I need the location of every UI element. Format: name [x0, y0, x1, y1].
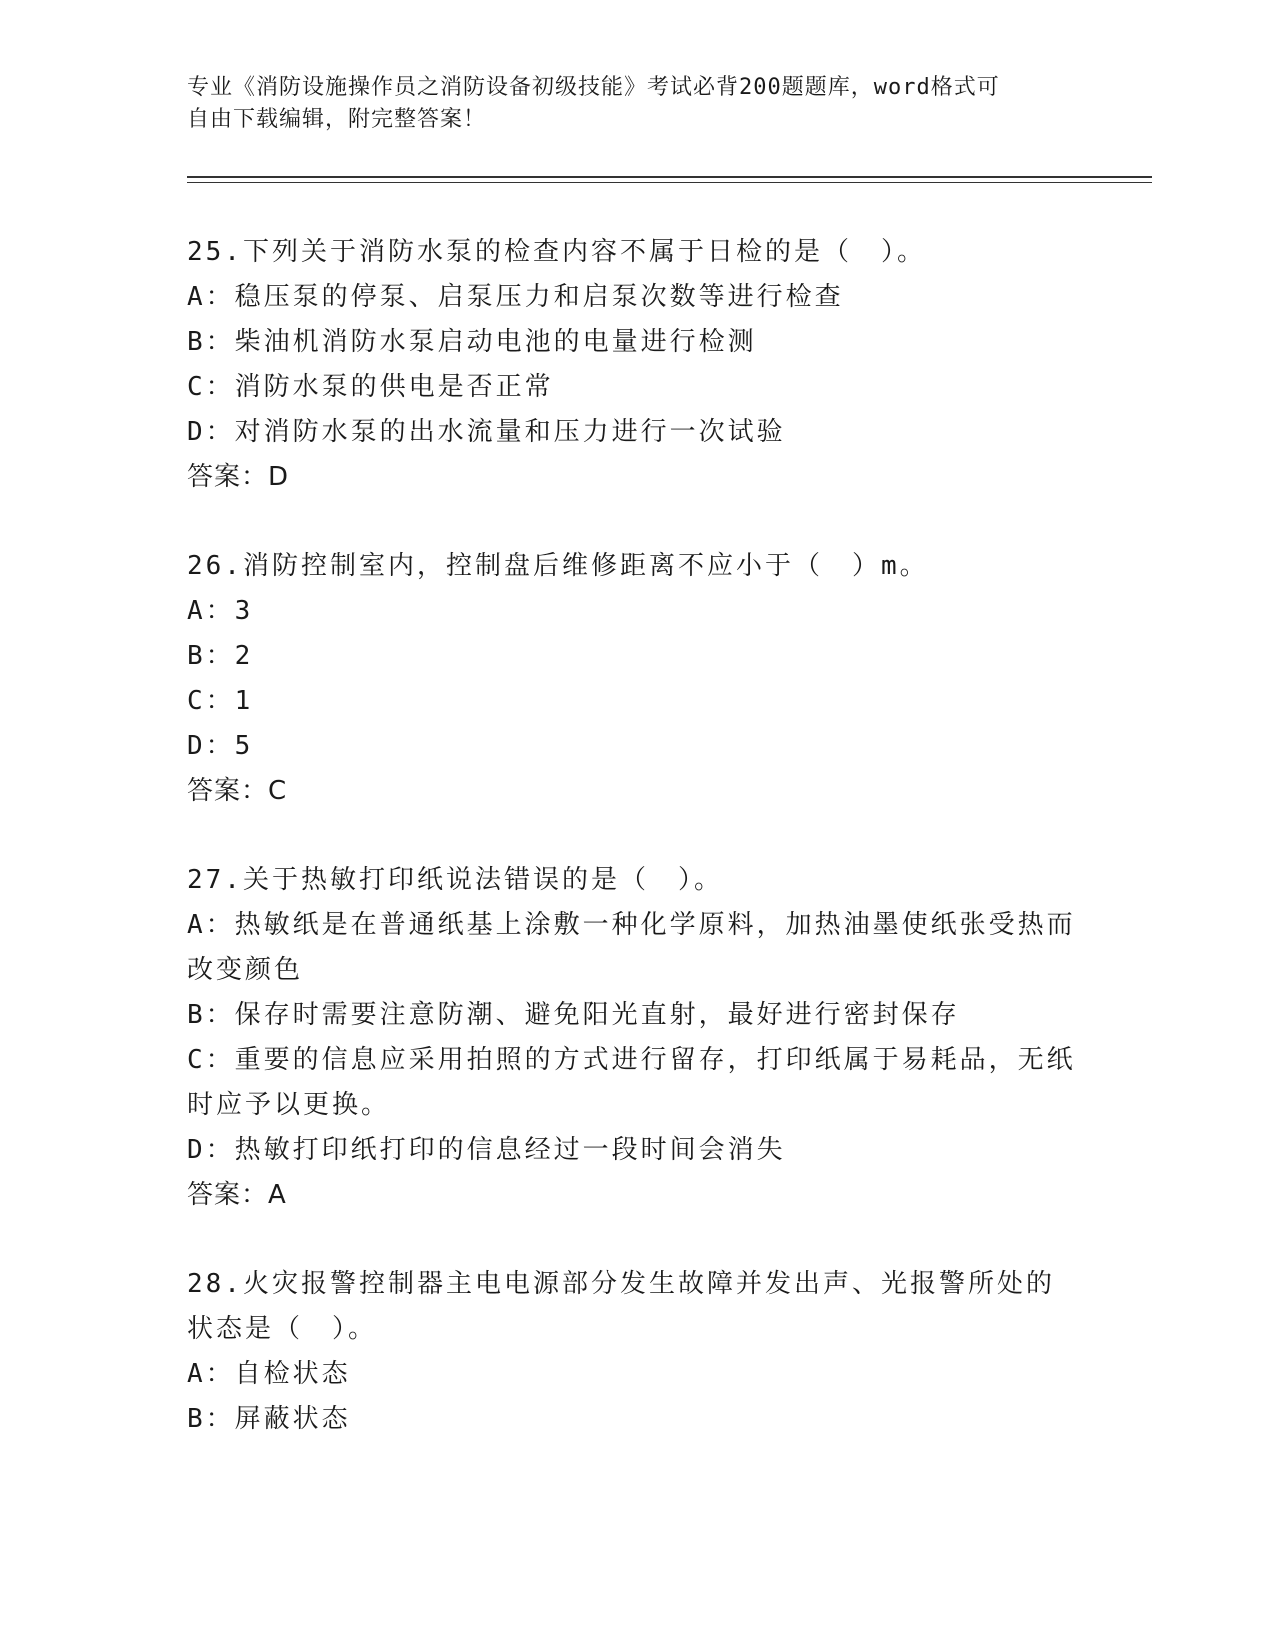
answer: 答案：D	[187, 462, 290, 492]
option-d: D：热敏打印纸打印的信息经过一段时间会消失	[187, 1135, 786, 1165]
option-d: D：对消防水泵的出水流量和压力进行一次试验	[187, 417, 786, 447]
question-stem: 26.消防控制室内，控制盘后维修距离不应小于（ ）m。	[187, 551, 929, 581]
option-c: C：消防水泵的供电是否正常	[187, 372, 554, 402]
answer: 答案：A	[187, 1180, 287, 1210]
option-c: C：1	[187, 686, 254, 716]
option-a: A：热敏纸是在普通纸基上涂敷一种化学原料，加热油墨使纸张受热而改变颜色	[187, 910, 1076, 985]
header-line-2: 自由下载编辑，附完整答案！	[187, 107, 487, 132]
question-26	[187, 544, 1077, 814]
option-a: A：稳压泵的停泵、启泵压力和启泵次数等进行检查	[187, 282, 844, 312]
question-25	[187, 230, 1077, 500]
option-b: B：保存时需要注意防潮、避免阳光直射，最好进行密封保存	[187, 1000, 960, 1030]
option-a: A：3	[187, 596, 254, 626]
header-divider-top	[187, 176, 1152, 178]
question-27	[187, 858, 1077, 1218]
question-list	[187, 230, 1077, 1442]
question-28	[187, 1262, 1077, 1442]
question-stem: 28.火灾报警控制器主电电源部分发生故障并发出声、光报警所处的状态是（ ）。	[187, 1269, 1055, 1344]
option-d: D：5	[187, 731, 254, 761]
option-b: B：柴油机消防水泵启动电池的电量进行检测	[187, 327, 757, 357]
option-b: B：屏蔽状态	[187, 1404, 351, 1434]
header-divider-bottom	[187, 182, 1152, 183]
option-a: A：自检状态	[187, 1359, 351, 1389]
answer: 答案：C	[187, 776, 288, 806]
question-stem: 25.下列关于消防水泵的检查内容不属于日检的是（ ）。	[187, 237, 926, 267]
option-c: C：重要的信息应采用拍照的方式进行留存，打印纸属于易耗品，无纸时应予以更换。	[187, 1045, 1076, 1120]
document-header	[187, 72, 1087, 136]
header-line-1: 专业《消防设施操作员之消防设备初级技能》考试必背200题题库，word格式可	[187, 75, 1000, 100]
question-stem: 27.关于热敏打印纸说法错误的是（ ）。	[187, 865, 723, 895]
option-b: B：2	[187, 641, 254, 671]
